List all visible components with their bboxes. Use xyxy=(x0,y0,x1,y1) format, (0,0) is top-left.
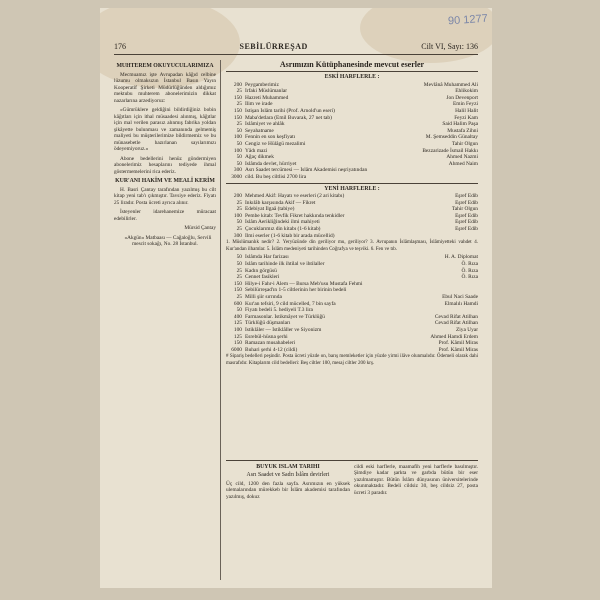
book-price: 50 xyxy=(236,254,242,261)
book-title: Çocuklarımız din kitabı (1-6 kitab) xyxy=(245,226,321,233)
book-price: 150 xyxy=(233,114,242,121)
book-author: Cevad Rifat Atilhan xyxy=(434,320,478,327)
book-price: 25 xyxy=(236,274,242,281)
catalog-title: Asrımızın Kütüphanesinde mevcut eserler xyxy=(279,60,425,69)
book-row xyxy=(226,134,478,141)
book-row xyxy=(226,213,478,220)
book-author: Eşref Edib xyxy=(455,226,478,233)
book-author: H. A. Diplomat xyxy=(444,254,478,261)
book-title: Yâdı mazi xyxy=(245,147,268,154)
book-author: M. Şemseddin Günaltay xyxy=(425,134,478,141)
book-title: Buhari şerhi 4-12 (cildi) xyxy=(245,346,298,353)
handwritten-annotation: 90 1277 xyxy=(447,12,489,28)
paragraph: İsteyenler idarehanemize müracaat edebilirler. xyxy=(114,209,216,222)
book-row xyxy=(226,115,478,122)
book-price: 50 xyxy=(236,261,242,268)
book-row xyxy=(226,261,478,268)
book-row xyxy=(226,274,478,281)
book-author xyxy=(476,281,478,288)
book-author: Eşref Edib xyxy=(455,219,478,226)
book-author: Feyzi Kam xyxy=(454,114,478,121)
book-row xyxy=(226,268,478,275)
order-note: # Sipariş bedelleri peşindir. Posta ücreti yüzde on, barış memleketler için yüzde yirmi ilâve olunmalıdır. Ödemeli olarak dahi masrafıdır. Kitaplarım cild bedelleri: Beş ciltler 100, mesaj ciltler 200 krş. xyxy=(226,354,478,366)
book-author: Ö. Rıza xyxy=(461,274,478,281)
book-price: 600 xyxy=(233,300,242,307)
book-author: Eşref Edib xyxy=(455,199,478,206)
book-author: Bezzarizade İsmail Hakkı xyxy=(422,147,478,154)
book-title: İstişan İslâm tarihi (Prof. Arnold'un eseri) xyxy=(245,107,335,114)
book-author: Eşref Edib xyxy=(455,193,478,200)
old-books-list xyxy=(226,82,478,181)
book-author xyxy=(476,233,478,240)
section-new-letters: YENİ HARFLERLE : xyxy=(324,185,380,192)
book-author: Eşref Edib xyxy=(455,212,478,219)
book-price: 50 xyxy=(236,127,242,134)
history-ad xyxy=(226,464,478,582)
signature: Mürsid Çantay xyxy=(184,225,216,231)
book-author: Tahir Olgun xyxy=(451,140,478,147)
book-price: 100 xyxy=(233,147,242,154)
book-price: 100 xyxy=(233,326,242,333)
book-row xyxy=(226,340,478,347)
divider xyxy=(226,460,478,461)
divider xyxy=(226,183,478,184)
book-title: İslâm tarihinde ilk ihtilal ve ihtilaller xyxy=(245,261,325,268)
book-title: Fiyatı bedeli 5. hediyeli T.3 lira xyxy=(245,307,313,314)
book-price: 25 xyxy=(236,101,242,108)
ad-col-1 xyxy=(226,464,350,582)
book-row xyxy=(226,128,478,135)
ad-title: BÜYÜK İSLÂM TARİHİ xyxy=(256,464,320,470)
series-note: 1. Müslümanlık nedir? 2. Yeryüzünde din geriliyor mu, geriliyor? 3. Avrupanın İslâmlaşması, İslâmiyetteki vahdet 4. Kur'andan ilhamlar. 5. İslâm medeniyeti tarihinden Coğrafya ve teşviki. 6. Fen ve tıb. xyxy=(226,240,478,252)
book-row xyxy=(226,95,478,102)
book-price: 50 xyxy=(236,154,242,161)
book-title: Peygamberimiz xyxy=(245,81,279,88)
section-old-letters: ESKİ HARFLERLE : xyxy=(324,74,380,80)
book-price: 100 xyxy=(233,134,242,141)
book-title: İslâmda Har farizası xyxy=(245,254,289,261)
book-title: Seyahatname xyxy=(245,127,274,134)
book-row xyxy=(226,327,478,334)
book-row xyxy=(226,108,478,115)
book-author: Halil Halit xyxy=(455,107,478,114)
book-title: Asrı Saadet tercümesi — İslâm Akademisi neşriyatından xyxy=(245,167,368,174)
book-title: Hilye-i Fahr-i Âlem — Bursa Meb'usu Mustafa Fehmi xyxy=(245,280,363,287)
book-author: Tahir Olgun xyxy=(451,206,478,213)
book-row xyxy=(226,206,478,213)
book-price: 25 xyxy=(236,121,242,128)
book-title: İslâmiyet ve ahlâk xyxy=(245,121,285,128)
book-row xyxy=(226,219,478,226)
book-author: Ebul Naci Saade xyxy=(442,294,478,300)
book-price: 100 xyxy=(233,212,242,219)
printer-info: «Akgün» Matbaası — Cağaloğlu, Servili mescit sokağı, No. 28 İstanbul. xyxy=(124,234,212,247)
book-price: 400 xyxy=(233,313,242,320)
book-price: 50 xyxy=(236,160,242,167)
book-price: 200 xyxy=(233,193,242,200)
book-price: 300 xyxy=(233,232,242,239)
book-title: Mehmed Akif: Hayatı ve eserleri (2 ari kitabı) xyxy=(245,193,345,200)
book-author: Emin Feyzi xyxy=(452,101,478,108)
book-row xyxy=(226,200,478,207)
book-price: 200 xyxy=(233,81,242,88)
book-row xyxy=(226,141,478,148)
book-price: 125 xyxy=(233,320,242,327)
issue-info: Cilt VI, Sayı: 136 xyxy=(421,41,478,51)
book-price: 150 xyxy=(233,94,242,101)
book-author: Jon Devenport xyxy=(446,94,478,101)
paragraph: Abone bedellerini henüz göndermiyen abonelerimiz hesaplarını tediyede ihmal göstermemelerini rica ederiz. xyxy=(114,155,216,175)
book-title: İlmi eserler (1-6 kitab bir arada mücellid) xyxy=(245,232,335,239)
book-title: İlim ve irade xyxy=(245,101,273,108)
book-title: cild. Bu beş ciltlisi 2700 lira xyxy=(245,173,307,180)
book-author: Prof. Kâmil Miras xyxy=(438,346,478,353)
book-row xyxy=(226,287,478,294)
book-author: Cevad Rifat Atilhan xyxy=(434,313,478,320)
book-price: 25 xyxy=(236,199,242,206)
book-author: Prof. Kâmil Miras xyxy=(438,340,478,347)
book-author: Ahmed Hamdi Erdem xyxy=(430,333,478,340)
book-price: 3000 xyxy=(231,173,242,180)
ad-subtitle: Asrı Saadet ve Sadrı İslâm devirleri xyxy=(246,472,330,479)
page-number: 176 xyxy=(114,41,126,51)
book-title: Milli şiir sırrında xyxy=(245,294,282,300)
book-price: 125 xyxy=(233,333,242,340)
book-price: 25 xyxy=(236,206,242,213)
page-header xyxy=(114,40,478,55)
paragraph: H. Basri Çantay tarafından yazılmış bu cilt kitap yeni tab'ı çıkmıştır. Tavsiye ederiz. Fiyatı 25 liradır. Posta ücreti ayrıca alınır. xyxy=(114,186,216,206)
book-title: Kur'an tefsiri, 9 cild mücelled, 7 bin sayfa xyxy=(245,300,336,307)
book-title: Farmasonlar. İstikmâyet ve Türklüğü xyxy=(245,313,325,320)
book-price: 300 xyxy=(233,167,242,174)
book-price: 150 xyxy=(233,280,242,287)
book-author: Ziya Uyar xyxy=(455,326,478,333)
book-title: Cennet fasikleri xyxy=(245,274,280,281)
book-row xyxy=(226,254,478,261)
book-author xyxy=(476,167,478,174)
book-title: Cengiz ve Hülâgü mezalimi xyxy=(245,140,306,147)
book-author: Ö. Rıza xyxy=(461,267,478,274)
book-price: 150 xyxy=(233,107,242,114)
book-author: Mevlânâ Muhammed Ali xyxy=(423,81,478,88)
book-row xyxy=(226,148,478,155)
left-heading-readers: MUHTEREM OKUYUCULARIMIZA xyxy=(116,63,214,69)
more-books-list xyxy=(226,254,478,353)
book-row xyxy=(226,193,478,200)
book-row xyxy=(226,281,478,288)
book-title: Fennin en son keşfiyatı xyxy=(245,134,296,141)
book-author xyxy=(476,287,478,294)
book-row xyxy=(226,167,478,174)
book-author: Ahmed Nazmi xyxy=(446,154,478,161)
book-row xyxy=(226,294,478,301)
ad-col-2 xyxy=(354,464,478,582)
book-price: 50 xyxy=(236,219,242,226)
document-page xyxy=(100,8,492,588)
column-divider xyxy=(220,60,221,580)
book-author: Ehlikokim xyxy=(455,88,478,95)
book-title: Esrebül-hüsna şerhi xyxy=(245,333,288,340)
book-author: Said Halim Paşa xyxy=(442,121,478,128)
book-author: Ö. Rıza xyxy=(461,261,478,268)
book-row xyxy=(226,154,478,161)
book-author xyxy=(476,307,478,314)
right-column xyxy=(226,60,478,460)
divider xyxy=(226,71,478,72)
book-title: İstiklâler — İstiklâller ve Siyonizm xyxy=(245,326,322,333)
left-column xyxy=(114,60,216,580)
book-title: Ağaç dikmek xyxy=(245,154,274,161)
book-row xyxy=(226,174,478,181)
book-price: 150 xyxy=(233,340,242,347)
book-row xyxy=(226,307,478,314)
book-price: 50 xyxy=(236,307,242,314)
book-price: 25 xyxy=(236,226,242,233)
paragraph: Mecmuamız işte Avrupadan kâğıd celbine lüzumu olmaksızın İstanbul Basın Yayın Kooperatif Şirketi Müdürlüğünden aldığımız mektubu muhterem abonelerimizin dikkat nazarlarına arzediyoruz: xyxy=(114,71,216,104)
book-title: İslâm Aerikliğindeki ilmi mahiyeti xyxy=(245,219,320,226)
book-author: Mustafa Zihni xyxy=(447,127,478,134)
book-title: Sebilürreşad'ın 1-5 ciltlerinin her birinin bedeli xyxy=(245,287,347,294)
book-author: Elmalılı Hamdi xyxy=(444,300,478,307)
ad-text: Üç cild, 1200 den fazla sayfa. Asrımızın en yüksek ulemalarından mürekkeb bir İslâm akademisi tarafından yazılmış, dokuz xyxy=(226,480,350,500)
book-price: 150 xyxy=(233,287,242,294)
book-row xyxy=(226,226,478,233)
book-title: Ramazan musahabeleri xyxy=(245,340,296,347)
book-price: 25 xyxy=(236,267,242,274)
journal-title: SEBİLÜRREŞAD xyxy=(239,41,308,51)
book-row xyxy=(226,161,478,168)
book-row xyxy=(226,121,478,128)
book-price: 6000 xyxy=(231,346,242,353)
paragraph: «Gümrüklere geldiğini bildirdiğiniz bobin kâğıtları için ithal müsaadesi alınmış, kâğıtlar için mal verilen parasız alınmış fabrika yoldan şikâyette bulunması ve zamanında gelmemiş maliyeti bu müşterilerimize bildirmemiz ve bu münasebetle hazırlanan sayılarımızı ödeyemiyoruz.» xyxy=(114,107,216,152)
book-title: Türklüğü düşmanları xyxy=(245,320,291,327)
book-price: 50 xyxy=(236,140,242,147)
left-heading-quran: KUR'ANI HAKİM VE MEALİ KERİM xyxy=(115,178,215,184)
book-price: 25 xyxy=(236,294,242,300)
new-books-list xyxy=(226,193,478,239)
book-title: İrfaki Müslümanlar xyxy=(245,88,288,95)
book-row xyxy=(226,88,478,95)
book-price: 25 xyxy=(236,88,242,95)
book-title: Hazreti Muhammed xyxy=(245,94,289,101)
ad-text: cildi eski harflerle, maamafih yeni harflerle basılmıştır. Şimdiye kadar şarkta ve garbda bütün bir eser yazılmamıştır. Bütün İslâm dünyasının üniversitelerinde okunmaktadır. Bedeli cildsiz 30, beş cildsiz 27, posta ücreti 3 paradır. xyxy=(354,464,478,496)
book-row xyxy=(226,320,478,327)
book-title: Pembe kitab: Tevfik Fikret hakkında tenkidler xyxy=(245,212,345,219)
book-row xyxy=(226,82,478,89)
book-row xyxy=(226,233,478,240)
book-author xyxy=(476,174,478,181)
book-title: Maba'detlara (Emil Buvarak, 27 net tab) xyxy=(245,114,332,121)
book-author: Ahmed Naim xyxy=(448,160,478,167)
book-row xyxy=(226,301,478,308)
book-title: Edebiyat İlgaâ (tabiye) xyxy=(245,206,295,213)
book-title: İslâmda devlet, hürriyet xyxy=(245,160,297,167)
book-row xyxy=(226,101,478,108)
book-title: İnkılâb karşısında Akif — Fikret xyxy=(245,199,316,206)
book-row xyxy=(226,347,478,354)
book-title: Kadın görgüsü xyxy=(245,267,277,274)
